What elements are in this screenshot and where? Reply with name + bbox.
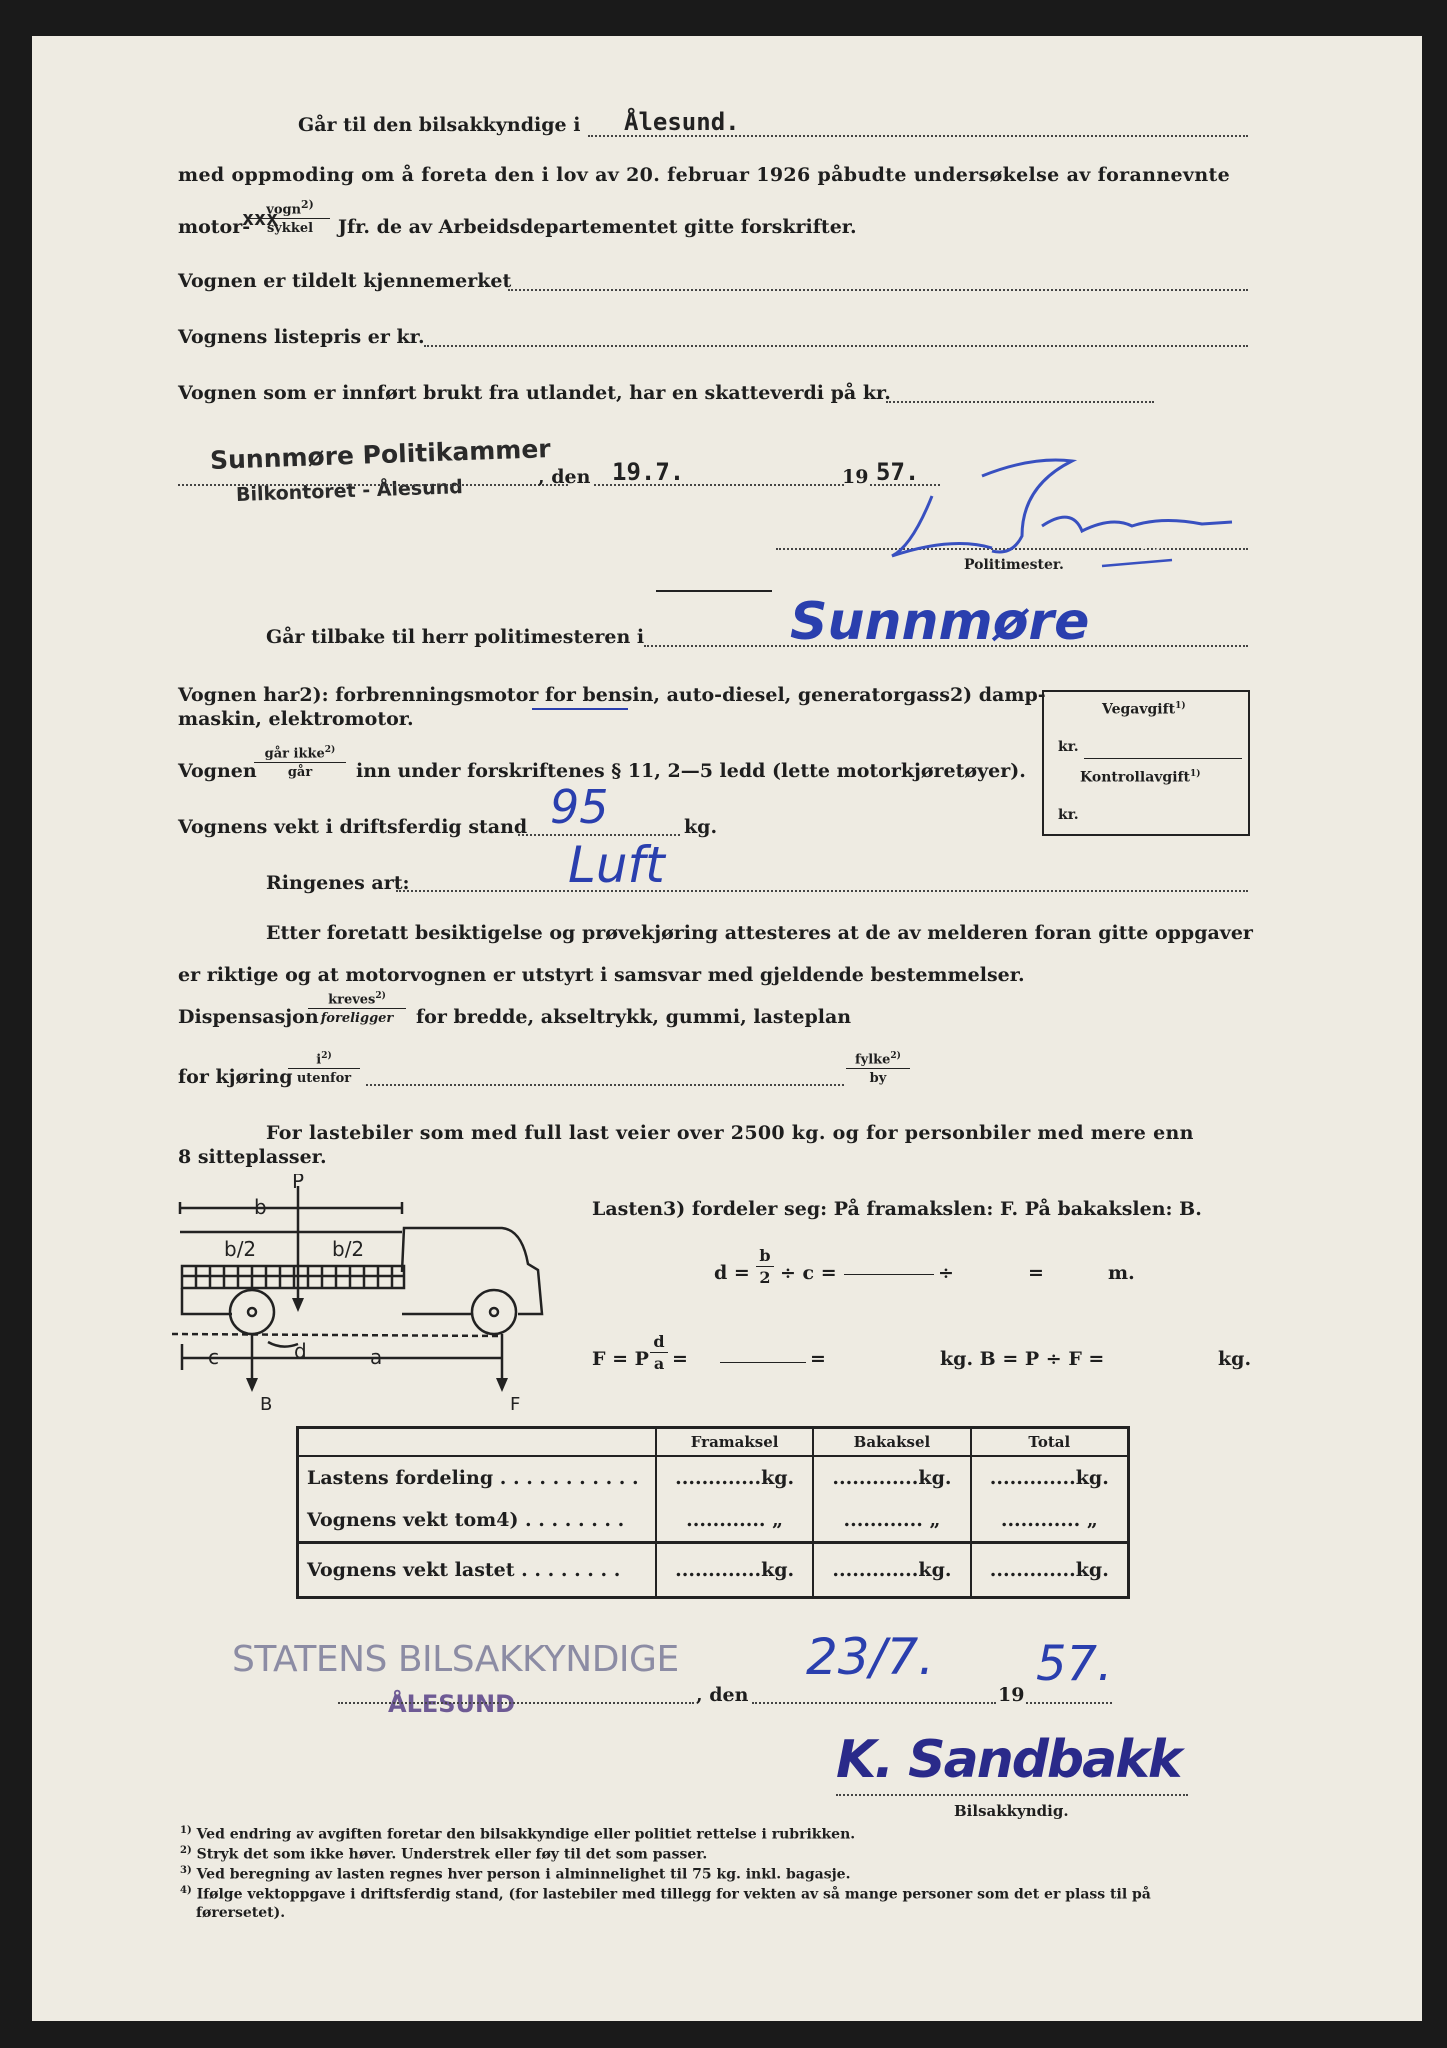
footnote-2: $^{2)}$ Stryk det som ikke høver. Understrek eller føy til det som passer. (180, 1845, 708, 1863)
struck-text: xxx (242, 206, 279, 230)
table-corner (298, 1428, 657, 1457)
fee-box (1042, 690, 1250, 836)
tyres-line (396, 890, 1248, 892)
table-row (298, 1499, 1129, 1543)
police-stamp-line1: Sunnmøre Politikammer (209, 434, 552, 475)
row-label-lastens-fordeling: Lastens fordeling . . . . . . . . . . . (298, 1456, 657, 1499)
tax-value-line (886, 401, 1154, 403)
load-distribution-line: Lasten3) fordeler seg: På framakslen: F. På bakakslen: B. (592, 1198, 1202, 1220)
weight-label: Vognens vekt i driftsferdig stand (178, 816, 528, 838)
formula-f-eq2: = (810, 1348, 826, 1370)
diagram-label-c: c (208, 1345, 219, 1369)
diagram-label-b-half-1: b/2 (224, 1237, 257, 1261)
date1-day: 19.7. (612, 458, 685, 486)
formula-f-fraction: $\frac{d}{a}$ (650, 1334, 668, 1372)
date2-day: 23/7. (806, 1628, 935, 1686)
motor-prefix: motor- (178, 216, 251, 238)
list-price-line (424, 345, 1248, 347)
table-cell: ............ „ (971, 1499, 1129, 1543)
trucks-line-2: 8 sitteplasser. (178, 1146, 327, 1168)
exemption-text: for bredde, akseltrykk, gummi, lasteplan (416, 1006, 852, 1028)
footnote-4-cont: førersetet). (196, 1905, 286, 1921)
date2-den: , den (696, 1684, 749, 1706)
formula-d-rest: ÷ c = (780, 1262, 837, 1284)
footnote-4: $^{4)}$ Ifølge vektoppgave i driftsferdig stand, (for lastebiler med tillegg for vekten av så mange personer som det er plass til på (180, 1885, 1151, 1903)
send-to-value: Ålesund. (624, 108, 740, 136)
control-fee-kr: kr. (1058, 807, 1079, 823)
diagram-label-p: P (292, 1174, 305, 1193)
footnote-1: $^{1)}$ Ved endring av avgiften foretar den bilsakkyndige eller politiet rettelse i rubrikken. (180, 1825, 856, 1843)
date1-den: , den (538, 466, 591, 488)
engine-type-underline (532, 708, 628, 710)
engine-type-line-b: maskin, elektromotor. (178, 708, 414, 730)
registration-line (508, 289, 1248, 291)
list-price-label: Vognens listepris er kr. (178, 326, 425, 348)
control-fee-label: Kontrollavgift$^{1)}$ (1080, 769, 1201, 786)
formula-d-lhs: d = (714, 1262, 750, 1284)
table-cell: .............kg. (971, 1543, 1129, 1598)
formula-d-fraction: $\frac{b}{2}$ (756, 1248, 774, 1286)
diagram-label-a: a (370, 1345, 383, 1369)
formula-f-mid: kg. B = P ÷ F = (940, 1348, 1105, 1370)
gaar-text: inn under forskriftenes § 11, 2—5 ledd (lette motorkjøretøyer). (356, 760, 1026, 782)
signature1-text: L. Borlie (1132, 547, 1165, 556)
fee-box-divider (1084, 758, 1242, 759)
weight-value: 95 (550, 780, 609, 834)
table-cell: .............kg. (813, 1543, 970, 1598)
section-divider (656, 590, 772, 592)
formula-d-div: ÷ (938, 1262, 954, 1284)
gaar-label: Vognen (178, 760, 257, 782)
table-cell: ............ „ (813, 1499, 970, 1543)
row-label-vekt-tom: Vognens vekt tom4) . . . . . . . . (298, 1499, 657, 1543)
tax-value-label: Vognen som er innført brukt fra utlandet, har en skatteverdi på kr. (178, 382, 891, 404)
date1-year-prefix: 19 (842, 466, 869, 488)
send-to-label: Går til den bilsakkyndige i (298, 114, 581, 136)
exemption-fraction: kreves$^{2)}$ foreligger (308, 992, 406, 1025)
motor-fraction: vogn$^{2)}$ sykkel (250, 200, 330, 235)
table-cell: .............kg. (813, 1456, 970, 1499)
driving-label: for kjøring (178, 1066, 293, 1088)
header-framaksel: Framaksel (656, 1428, 813, 1457)
county-fraction: fylke$^{2)}$ by (846, 1052, 910, 1085)
police-stamp-line2: Bilkontoret - Ålesund (235, 476, 464, 506)
registration-label: Vognen er tildelt kjennemerket (178, 270, 512, 292)
weight-unit: kg. (684, 816, 718, 838)
signature1-scribble (872, 436, 1252, 576)
attest-line-2: er riktige og at motorvognen er utstyrt i samsvar med gjeldende bestemmelser. (178, 964, 1025, 986)
formula-d-unit: m. (1108, 1262, 1135, 1284)
road-fee-kr: kr. (1058, 739, 1079, 755)
trucks-line-1: For lastebiler som med full last veier over 2500 kg. og for personbiler med mere enn (266, 1122, 1194, 1144)
driving-line (366, 1084, 844, 1086)
table-cell: .............kg. (971, 1456, 1129, 1499)
return-label: Går tilbake til herr politimesteren i (266, 626, 645, 648)
date2-year-prefix: 19 (998, 1684, 1025, 1706)
load-table (296, 1426, 1130, 1599)
engine-type-line-a: Vognen har2): forbrenningsmotor for bensin, auto-diesel, generatorgass2) damp- (178, 684, 1046, 706)
formula-f-blank (720, 1362, 806, 1363)
table-cell: ............ „ (656, 1499, 813, 1543)
gaar-fraction: går ikke$^{2)}$ går (254, 746, 346, 779)
driving-fraction: $i^{2)}$ utenfor (288, 1052, 360, 1085)
place-line-2 (338, 1702, 694, 1704)
place-line-1 (178, 484, 568, 486)
attest-line-1: Etter foretatt besiktigelse og prøvekjøring attesteres at de av melderen foran gitte oppgaver (266, 922, 1253, 944)
regulations-text: Jfr. de av Arbeidsdepartementet gitte forskrifter. (338, 216, 857, 238)
load-distribution-diagram (172, 1174, 592, 1434)
date1-year: 57. (876, 458, 920, 486)
inspector-stamp-line1: STATENS BILSAKKYNDIGE (232, 1639, 679, 1680)
formula-f-unit: kg. (1218, 1348, 1252, 1370)
formula-f-lhs: F = P (592, 1348, 649, 1370)
police-chief-caption: Politimester. (964, 557, 1064, 573)
diagram-label-F: F (510, 1394, 521, 1415)
diagram-label-B: B (260, 1394, 273, 1415)
return-value: Sunnmøre (790, 592, 1090, 652)
inspector-caption: Bilsakkyndig. (954, 1802, 1069, 1820)
request-line: med oppmoding om å foreta den i lov av 20. februar 1926 påbudte undersøkelse av forannevnte (178, 164, 1231, 186)
formula-f-eq1: = (672, 1348, 688, 1370)
date2-line (752, 1702, 996, 1704)
diagram-label-b-half-2: b/2 (332, 1237, 365, 1261)
diagram-label-d: d (294, 1339, 307, 1363)
road-fee-label: Vegavgift$^{1)}$ (1102, 701, 1186, 718)
date2-year: 57. (1036, 1636, 1113, 1692)
header-bakaksel: Bakaksel (813, 1428, 970, 1457)
diagram-label-b: b (254, 1195, 267, 1219)
footnote-3: $^{3)}$ Ved beregning av lasten regnes hver person i alminnelighet til 75 kg. inkl. bagasje. (180, 1865, 851, 1883)
signature2: K. Sandbakk (836, 1730, 1181, 1790)
tyres-label: Ringenes art: (266, 872, 410, 894)
tyres-value: Luft (568, 836, 665, 894)
formula-d-eq: = (1028, 1262, 1044, 1284)
table-cell: .............kg. (656, 1543, 813, 1598)
table-cell: .............kg. (656, 1456, 813, 1499)
row-label-vekt-lastet: Vognens vekt lastet . . . . . . . . (298, 1543, 657, 1598)
date2-year-line (1026, 1702, 1112, 1704)
table-row (298, 1543, 1129, 1598)
formula-d-blank (844, 1274, 934, 1275)
inspector-stamp-line2: ÅLESUND (388, 1690, 516, 1718)
signature2-line (836, 1794, 1188, 1796)
exemption-label: Dispensasjon (178, 1006, 319, 1028)
form-paper (32, 36, 1422, 2021)
table-row (298, 1456, 1129, 1499)
header-total: Total (971, 1428, 1129, 1457)
